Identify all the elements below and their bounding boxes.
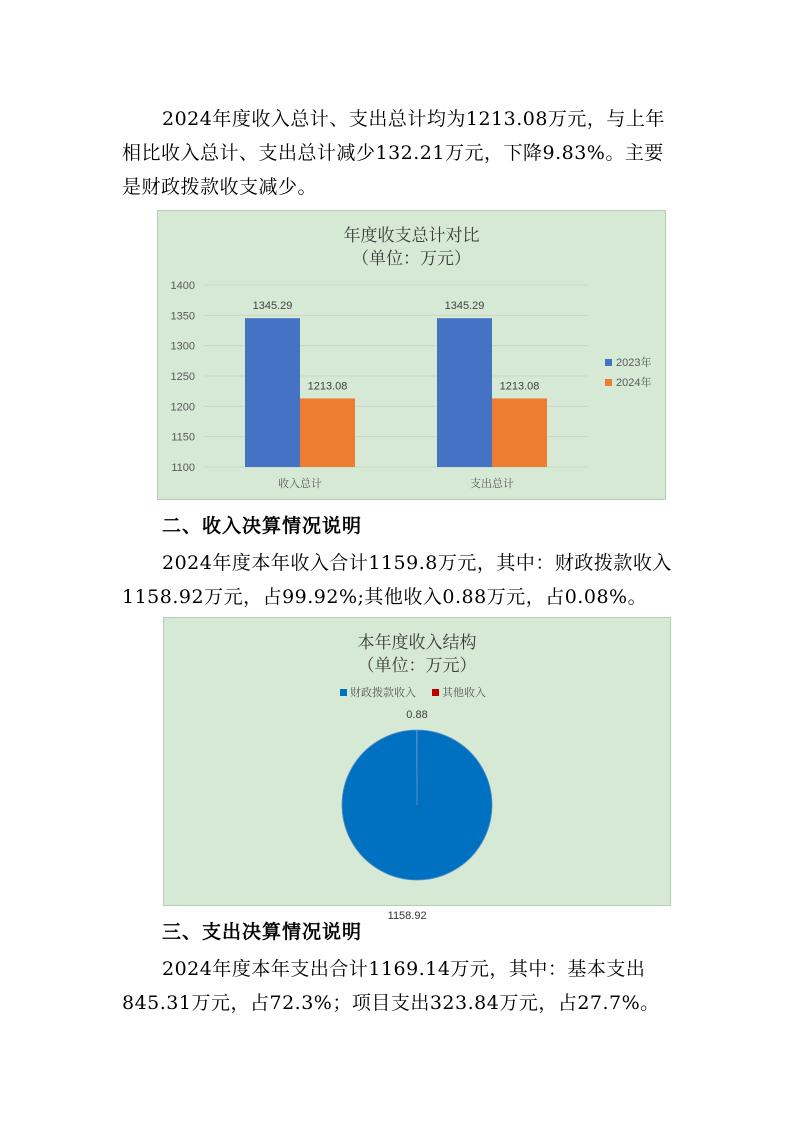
pie-legend-label-1: 其他收入 xyxy=(442,687,486,699)
bar-y-tick-label-4: 1300 xyxy=(170,340,195,353)
bar-y-tick-label-2: 1200 xyxy=(170,401,195,414)
pie-chart xyxy=(164,618,670,922)
bar-chart-subtitle: （单位：万元） xyxy=(352,249,471,269)
pie-legend-swatch-0 xyxy=(340,689,347,696)
bar-legend-swatch-1 xyxy=(605,379,612,386)
bar-x-tick-label-0: 收入总计 xyxy=(278,478,322,490)
section3-heading: 三、支出决算情况说明 xyxy=(162,921,363,943)
bar-data-label-0-0: 1345.29 xyxy=(252,300,293,313)
pie-data-label-1: 0.88 xyxy=(406,709,428,721)
summary-paragraph: 2024年度收入总计、支出总计均为1213.08万元，与上年相比收入总计、支出总计减少132.21万元，下降9.83%。主要是财政拨款收支减少。 xyxy=(122,108,665,198)
section3-paragraph: 2024年度本年支出合计1169.14万元，其中：基本支出845.31万元，占72.3%；项目支出323.84万元，占27.7%。 xyxy=(122,958,660,1014)
bar-data-label-1-1: 1213.08 xyxy=(499,380,540,393)
bar-y-tick-label-3: 1250 xyxy=(170,371,195,383)
pie-data-label-0: 1158.92 xyxy=(387,909,427,922)
bar-chart-panel xyxy=(157,210,666,500)
section2-paragraph: 2024年度本年收入合计1159.8万元，其中：财政拨款收入1158.92万元，占99.92%;其他收入0.88万元，占0.08%。 xyxy=(122,552,672,608)
bar-y-tick-label-5: 1350 xyxy=(170,310,195,323)
bar-1-1 xyxy=(492,398,547,467)
bar-y-tick-label-0: 1100 xyxy=(171,462,195,474)
section2-heading: 二、收入决算情况说明 xyxy=(162,515,363,537)
bar-y-tick-label-6: 1400 xyxy=(170,280,195,292)
bar-x-tick-label-1: 支出总计 xyxy=(470,478,514,490)
pie-chart-title: 本年度收入结构 xyxy=(357,633,477,653)
bar-1-0 xyxy=(437,318,492,467)
bar-chart-title: 年度收支总计对比 xyxy=(343,226,480,246)
bar-0-0 xyxy=(245,318,300,467)
bar-0-1 xyxy=(300,398,355,467)
bar-chart xyxy=(158,211,665,499)
pie-chart-panel xyxy=(163,617,671,922)
bar-data-label-1-0: 1345.29 xyxy=(444,300,485,313)
bar-y-tick-label-1: 1150 xyxy=(171,431,195,444)
bar-data-label-0-1: 1213.08 xyxy=(307,380,348,393)
pie-legend-swatch-1 xyxy=(432,689,439,696)
bar-legend-label-0: 2023年 xyxy=(616,357,652,369)
pie-legend-label-0: 财政拨款收入 xyxy=(350,687,416,699)
bar-legend-swatch-0 xyxy=(605,359,612,366)
pie-chart-subtitle: （单位：万元） xyxy=(357,656,477,676)
bar-legend-label-1: 2024年 xyxy=(616,377,652,389)
